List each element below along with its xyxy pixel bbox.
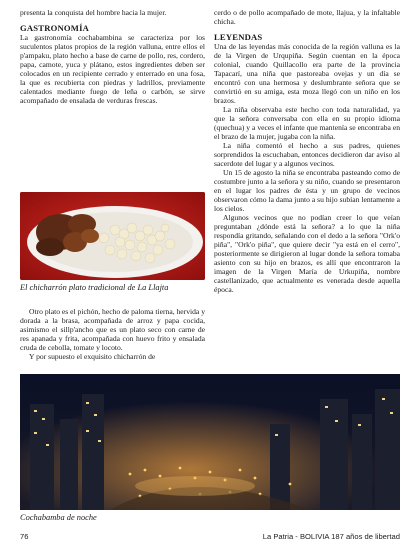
leyendas-paragraph-4: Un 15 de agosto la niña se encontraba pasteando como de costumbre junto a la señora y su niño, cuando se presentaron en el lugar los padres de ésta y un grupo de vecinos observaron cómo la dama junto a su hijo subían lentamente a los cielos.	[214, 168, 400, 213]
left-intro-text: presenta la conquista del hombre hacia la mujer.	[20, 8, 167, 17]
left-column-lower	[20, 307, 205, 361]
publication-footer: La Patria - BOLIVIA 187 años de libertad	[262, 532, 400, 541]
leyendas-paragraph-5: Algunos vecinos que no podían creer lo que veían preguntaban ¿dónde está la señora? a lo que la niña respondía gritando, señalando con el dedo a la señora "Ork'o piña", "Ork'o piña", que quiere decir "ya está en el cerro", posteriormente se dirigieron al lugar donde la señora tomaba asiento con su hijo en brazos, es allí que encontraron la imagen de la Virgen María de Urkupiña, nombre castellanizado, que actualmente es venerada desde aquella época.	[214, 213, 400, 294]
leyendas-paragraph-2: La niña observaba este hecho con toda naturalidad, ya que la señora conversaba con ella en su propio idioma (quechua) y a veces el infante que mantenía se encontraba en el brazo de la mujer, jugaba con la niña.	[214, 105, 400, 141]
chicharron-photo	[20, 192, 205, 280]
city-night-illustration	[20, 374, 400, 510]
chicharron-paragraph: Y por supuesto el exquisito chicharrón de	[29, 352, 156, 361]
leyendas-paragraph-1: Una de las leyendas más conocida de la región valluna es la de la Virgen de Urqupiña. Según cuentan en la época colonial, cuando Quillacollo era parte de la provincia Tapacarí, una niña que pastoreaba ovejas y un día se encontró con una hermosa y deslumbrante señora que se convirtió en su amiga, esta moza llegó con un niño en los brazos.	[214, 42, 400, 105]
chicharron-photo-caption: El chicharrón plato tradicional de La Llajta	[20, 283, 169, 292]
section-title-gastronomia: GASTRONOMÍA	[20, 23, 90, 33]
cochabamba-night-photo	[20, 374, 400, 510]
left-column	[20, 8, 205, 105]
right-column	[214, 8, 400, 294]
right-intro-text: cerdo o de pollo acompañado de mote, llajua, y la infaltable chicha.	[214, 8, 400, 26]
chicharron-illustration	[20, 192, 205, 280]
page-number: 76	[20, 532, 29, 541]
city-photo-caption: Cochabamba de noche	[20, 513, 97, 522]
gastronomia-paragraph: La gastronomía cochabambina se caracteriza por los suculentos platos propios de la región valluna, entre ellos el p'ampaku, plato hecho a base de carne de pollo, res, cordero, papa, camote, yuca y plátano, estos ingredientes deben ser colocados en un recipiente cerrado y enterrado en una fosa, la que es recubierta con piedras y ladrillos, previamente calentados mediante fuego de leña o carbón, se sirve acompañado de ensalada de verduras frescas.	[20, 33, 205, 105]
pichon-paragraph: Otro plato es el pichón, hecho de paloma tierna, hervida y dorada a la brasa, acompañada de arroz y papa cocida, asimismo el sillp'ancho que es un plato seco con carne de res apanada y frita, acompañada con huevo frito y ensalada cruda de cebolla, tomate y locoto.	[20, 307, 205, 352]
leyendas-paragraph-3: La niña comentó el hecho a sus padres, quienes sorprendidos la escuchaban, entonces decidieron dar aviso al sacerdote del lugar y a algunos vecinos.	[214, 141, 400, 168]
section-title-leyendas: LEYENDAS	[214, 32, 263, 42]
